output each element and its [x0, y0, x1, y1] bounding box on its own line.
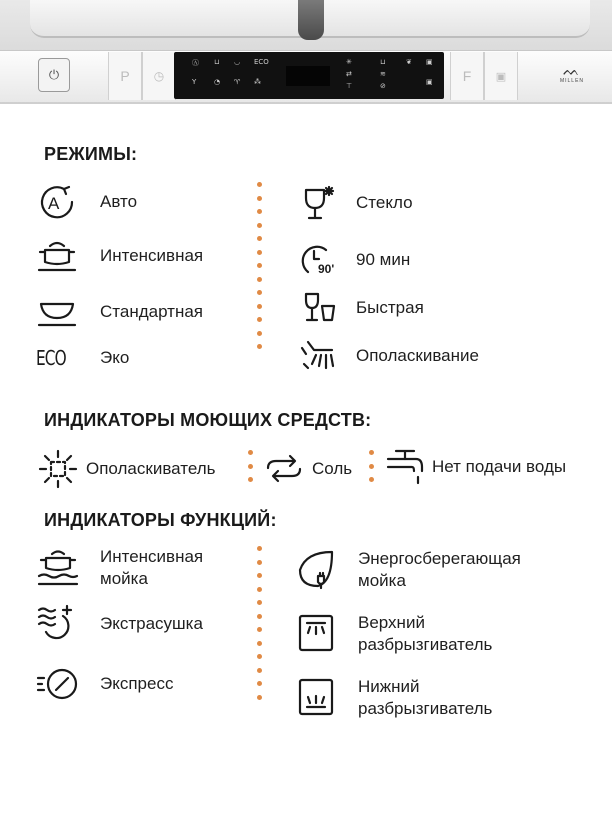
auto-icon [36, 184, 78, 220]
mode-glass [300, 184, 413, 222]
function-intensive-wash [36, 546, 203, 590]
sprayer-zone-button[interactable] [484, 52, 518, 100]
svg-text:90': 90' [318, 262, 335, 276]
function-express [36, 664, 173, 704]
standard-bowl-icon [36, 294, 78, 330]
display-eco-label: ECO [254, 58, 269, 66]
extra-dry-label: Экстрасушка [100, 614, 203, 633]
mode-90min-label: 90 мин [356, 250, 411, 269]
mode-glass-label: Стекло [356, 193, 413, 212]
display-extra-dry-icon: ≋ [380, 70, 386, 78]
mode-intensive [36, 238, 203, 274]
lower-sprayer-label-2: разбрызгиватель [358, 699, 493, 718]
modes-title: РЕЖИМЫ: [44, 144, 138, 164]
modes-divider [257, 182, 263, 358]
energy-saving-label-2: мойка [358, 571, 406, 590]
display-rinse-aid-icon: ✳ [346, 58, 352, 66]
function-lower-sprayer [296, 676, 492, 720]
detergent-divider-2 [369, 450, 375, 491]
power-button[interactable] [38, 58, 70, 92]
dishwasher-handle [298, 0, 324, 40]
brand-mark-icon: ᨓ [563, 63, 581, 79]
control-display [174, 52, 444, 99]
lower-sprayer-icon [296, 676, 340, 720]
energy-saving-leaf-icon [296, 548, 340, 592]
detergent-title: ИНДИКАТОРЫ МОЮЩИХ СРЕДСТВ: [44, 410, 372, 430]
functions-title: ИНДИКАТОРЫ ФУНКЦИЙ: [44, 510, 277, 530]
dishwasher-control-panel-photo [0, 0, 612, 104]
display-screen [286, 66, 330, 86]
lower-sprayer-label-1: Нижний [358, 677, 420, 696]
indicator-no-water [386, 447, 566, 487]
svg-text:A: A [48, 194, 60, 213]
quick-glasses-icon [300, 290, 338, 326]
energy-saving-label-1: Энергосберегающая [358, 549, 521, 568]
mode-rinse-label: Ополаскивание [356, 346, 479, 365]
display-intensive-wash-icon: ⊔ [380, 58, 386, 66]
power-icon: ⏻ [48, 67, 60, 83]
mode-eco [36, 346, 129, 370]
mode-quick-label: Быстрая [356, 298, 424, 317]
upper-sprayer-label-1: Верхний [358, 613, 425, 632]
display-auto-icon: Ⓐ [192, 59, 199, 67]
detergent-divider-1 [248, 450, 254, 491]
display-intensive-icon: ⊔ [214, 58, 220, 66]
mode-eco-label: Эко [100, 348, 130, 367]
mode-auto-label: Авто [100, 192, 138, 211]
mode-standard [36, 294, 203, 330]
express-icon [36, 664, 80, 704]
salt-label: Соль [312, 459, 353, 478]
display-quick-icon: ♈ [234, 78, 241, 86]
function-energy-saving [296, 548, 521, 592]
mode-standard-label: Стандартная [100, 302, 204, 321]
functions-divider [257, 546, 263, 708]
display-upper-icon: ▣ [426, 58, 433, 66]
function-extra-dry [36, 602, 203, 646]
mode-90min [300, 242, 410, 278]
rinse-aid-icon [38, 449, 78, 489]
display-express-icon: ⊘ [380, 82, 386, 90]
water-tap-icon [386, 447, 426, 487]
indicator-rinse-aid [38, 449, 216, 489]
rinse-icon [300, 338, 338, 374]
mode-auto [36, 184, 137, 220]
clock-90-icon [300, 242, 338, 278]
glass-icon [300, 184, 338, 222]
mode-intensive-label: Интенсивная [100, 246, 204, 265]
salt-icon [264, 449, 304, 489]
function-upper-sprayer [296, 612, 492, 656]
intensive-wash-label-2: мойка [100, 569, 148, 588]
eco-icon: ECO [36, 346, 66, 370]
intensive-wash-label-1: Интенсивная [100, 547, 204, 566]
no-water-label: Нет подачи воды [432, 457, 567, 476]
display-tap-icon: ⊤ [346, 82, 353, 90]
display-eco-leaf-icon: ❦ [406, 58, 412, 66]
rinse-aid-label: Ополаскиватель [86, 459, 216, 478]
display-glass-icon: Y [192, 78, 197, 86]
display-standard-icon: ◡ [234, 58, 241, 66]
intensive-pot-icon [36, 238, 78, 274]
display-lower-icon: ▣ [426, 78, 433, 86]
display-90-icon: ◔ [214, 78, 221, 86]
display-salt-icon: ⇄ [346, 70, 352, 78]
intensive-wash-icon [36, 546, 80, 590]
extra-dry-icon [36, 602, 80, 646]
upper-sprayer-label-2: разбрызгиватель [358, 635, 493, 654]
display-rinse-icon: ⁂ [254, 78, 261, 86]
mode-quick [300, 290, 424, 326]
upper-sprayer-icon [296, 612, 340, 656]
brand-logo: ᨓ MILLEN [552, 64, 592, 84]
function-button[interactable]: F [450, 52, 484, 100]
delay-timer-button[interactable] [142, 52, 176, 100]
indicator-salt [264, 449, 352, 489]
zone-icon: ▣ [495, 69, 507, 83]
program-button[interactable]: P [108, 52, 142, 100]
express-label: Экспресс [100, 674, 174, 693]
mode-rinse [300, 338, 479, 374]
clock-icon: ◷ [153, 69, 165, 83]
